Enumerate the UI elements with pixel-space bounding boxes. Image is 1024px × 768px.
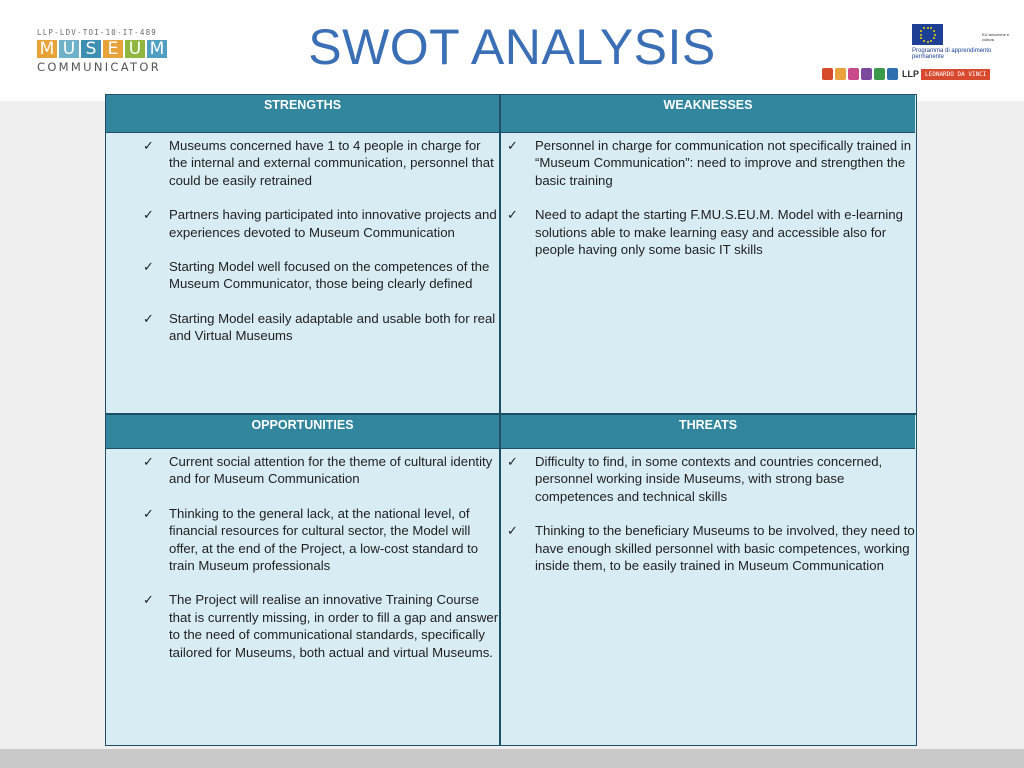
logo-letter: U [59,40,79,58]
check-icon: ✓ [143,310,154,326]
weaknesses-header: WEAKNESSES [501,95,915,133]
ldv-square-icon [835,68,846,80]
check-icon: ✓ [143,454,154,469]
eu-star-icon [920,34,922,36]
eu-lifelong-learning-logo [912,22,1012,62]
strengths-list [106,137,499,345]
threats-list [501,453,915,574]
strengths-header: STRENGTHS [106,95,499,133]
ldv-square-icon [887,68,898,80]
list-item: ✓ Current social attention for the theme of cultural identity and for Museum Communication [143,454,493,487]
eu-star-icon [920,30,922,32]
eu-star-icon [923,40,925,42]
ldv-color-squares [822,68,900,80]
list-item: ✓ Partners having participated into innovative projects and experiences devoted to Museum Communication [143,207,497,240]
logo-letter: M [37,40,57,58]
check-icon: ✓ [143,592,154,608]
ldv-square-icon [861,68,872,80]
check-icon: ✓ [507,138,518,153]
opportunities-header: OPPORTUNITIES [106,415,499,449]
check-icon: ✓ [507,207,518,223]
swot-table [105,94,917,746]
weaknesses-list [501,137,915,258]
eu-programme-line-2: permanente [912,54,945,60]
logo-letter: U [125,40,145,58]
list-item: ✓ Difficulty to find, in some contexts and countries concerned, personnel working inside Museums, with strong base competences and technical skills [507,454,883,504]
logo-subtitle: COMMUNICATOR [37,60,162,74]
list-item: ✓ The Project will realise an innovative Training Course that is currently missing, in order to fill a gap and answer to the need of communicational standards, specifically tailored for Museums, both actual and virtual Museums. [143,592,499,660]
ldv-square-icon [848,68,859,80]
threats-cell [501,449,915,591]
check-icon: ✓ [143,259,154,275]
check-icon: ✓ [507,454,518,469]
eu-programme-line-1: Programma di apprendimento [912,48,992,54]
eu-star-icon [923,27,925,29]
opportunities-list [106,453,499,661]
list-item: ✓ Starting Model easily adaptable and usable both for real and Virtual Museums [143,310,496,344]
logo-letter: M [147,40,167,58]
project-code: LLP-LDV-TOI-10-IT-489 [37,28,158,37]
eu-star-icon [933,37,935,39]
eu-flag-icon [912,24,943,45]
ldv-square-icon [822,68,833,80]
check-icon: ✓ [143,138,154,153]
list-item: ✓ Personnel in charge for communication not specifically trained in “Museum Communication”: need to improve and strengthen the basic training [507,138,912,188]
eu-small-text: EU istruzione e cultura [982,32,1010,42]
ldv-square-icon [874,68,885,80]
strengths-cell [106,133,499,362]
ldv-label: LEONARDO DA VINCI [921,69,990,80]
eu-star-icon [934,34,936,36]
eu-star-icon [927,41,929,43]
list-item: ✓ Need to adapt the starting F.MU.S.EU.M. Model with e-learning solutions able to make learning easy and accessible also for people having only some basic IT skills [507,207,903,258]
logo-letter: S [81,40,101,58]
weaknesses-cell [501,133,915,275]
eu-programme-text [912,48,1012,60]
eu-star-icon [927,27,929,29]
check-icon: ✓ [143,505,154,521]
llp-label: LLP [902,69,919,79]
list-item: ✓ Museums concerned have 1 to 4 people in charge for the internal and external communication, personnel that could be easily retrained [143,138,494,188]
list-item: ✓ Starting Model well focused on the competences of the Museum Communicator, those being clearly defined [143,259,490,292]
list-item: ✓ Thinking to the general lack, at the national level, of financial resources for cultural sector, the Model will offer, at the end of the Project, a low-cost standard to train Museum professionals [143,505,479,574]
eu-star-icon [933,30,935,32]
check-icon: ✓ [143,207,154,223]
slide-footer-band [0,749,1024,768]
list-item: ✓ Thinking to the beneficiary Museums to be involved, they need to have enough skilled personnel with basic competences, working inside them, to be easily trained in Museum Communication [507,523,915,574]
leonardo-da-vinci-logo [822,64,1002,84]
eu-star-icon [920,37,922,39]
threats-header: THREATS [501,415,915,449]
eu-star-icon [930,27,932,29]
page-title: SWOT ANALYSIS [308,19,716,75]
check-icon: ✓ [507,523,518,539]
opportunities-cell [106,449,499,678]
logo-letter: E [103,40,123,58]
eu-star-icon [930,40,932,42]
